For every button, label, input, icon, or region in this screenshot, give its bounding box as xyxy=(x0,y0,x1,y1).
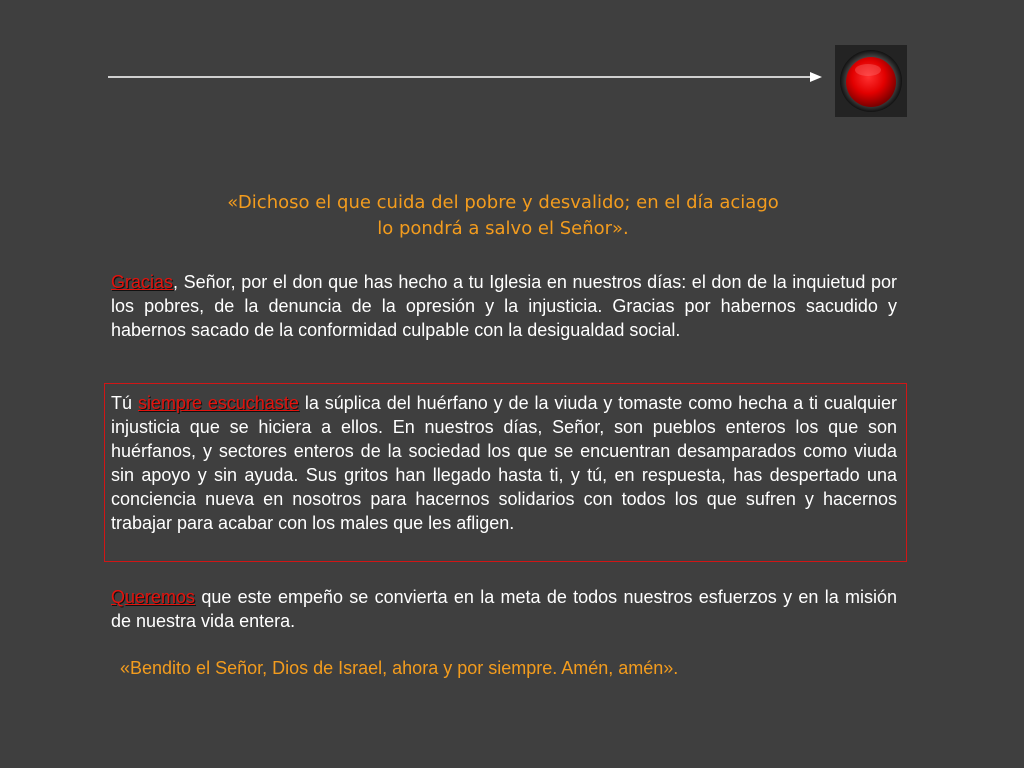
paragraph-queremos xyxy=(111,585,897,633)
paragraph-escuchaste xyxy=(111,391,897,535)
record-button[interactable] xyxy=(835,45,907,117)
paragraph-gracias xyxy=(111,270,897,342)
highlight-queremos: Queremos xyxy=(111,587,196,607)
title-line-2: lo pondrá a salvo el Señor». xyxy=(377,218,629,239)
title-line-1: «Dichoso el que cuida del pobre y desvalido; en el día aciago xyxy=(227,192,779,213)
highlight-siempre-escuchaste: siempre escuchaste xyxy=(137,393,299,413)
closing-quote: «Bendito el Señor, Dios de Israel, ahora y por siempre. Amén, amén». xyxy=(120,658,679,678)
paragraph-escuchaste-prefix: Tú xyxy=(111,393,138,413)
highlight-gracias: Gracias xyxy=(111,272,174,292)
paragraph-escuchaste-text: la súplica del huérfano y de la viuda y tomaste como hecha a ti cualquier injusticia que se hiciera a ellos. En nuestros días, Señor, son pueblos enteros los que son huérfanos, y sectores enteros de la sociedad los que se encuentran desamparados como viuda sin apoyo y sin ayuda. Sus gritos han llegado hasta ti, y tú, en respuesta, has despertado una conciencia nueva en nosotros para hacernos solidarios con todos los que sufren y hacernos trabajar para acabar con los males que les afligen. xyxy=(111,393,898,533)
paragraph-gracias-text: , Señor, por el don que has hecho a tu Iglesia en nuestros días: el don de la inquietud por los pobres, de la denuncia de la opresión y la injusticia. Gracias por habernos sacudido y habernos sacado de la conformidad culpable con la desigualdad social. xyxy=(111,272,897,340)
page-title xyxy=(108,190,898,242)
arrow-right-icon xyxy=(108,70,822,84)
paragraph-queremos-text: que este empeño se convierta en la meta de todos nuestros esfuerzos y en la misión de nuestra vida entera. xyxy=(111,587,897,631)
record-button-icon xyxy=(835,45,907,117)
